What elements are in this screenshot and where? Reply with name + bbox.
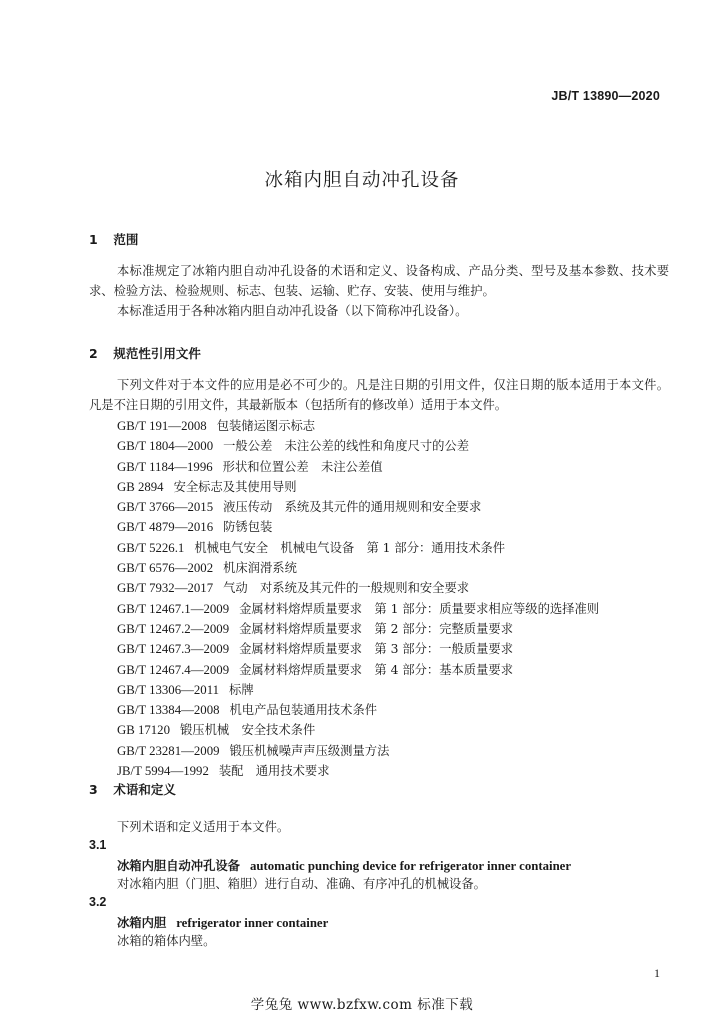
reference-title: 机床润滑系统 bbox=[223, 561, 297, 576]
reference-title: 安全标志及其使用导则 bbox=[173, 479, 297, 494]
reference-code: GB/T 4879—2016 bbox=[117, 520, 214, 535]
document-title: 冰箱内胆自动冲孔设备 bbox=[264, 170, 460, 191]
section-number: 2 bbox=[89, 346, 98, 361]
reference-code: GB/T 13306—2011 bbox=[117, 682, 220, 697]
reference-title: 一般公差 未注公差的线性和角度尺寸的公差 bbox=[223, 439, 470, 454]
term-chinese: 冰箱内胆自动冲孔设备 bbox=[117, 858, 240, 873]
section-heading-scope bbox=[89, 230, 138, 248]
reference-title: 防锈包装 bbox=[223, 520, 273, 535]
reference-item bbox=[117, 477, 599, 497]
document-code: JB/T 13890—2020 bbox=[551, 89, 660, 103]
reference-item bbox=[117, 558, 599, 578]
term-english: automatic punching device for refrigerator inner container bbox=[249, 859, 572, 873]
reference-list bbox=[117, 416, 599, 781]
reference-title: 形状和位置公差 未注公差值 bbox=[222, 459, 383, 474]
term-english: refrigerator inner container bbox=[176, 916, 329, 930]
reference-code: GB/T 1184—1996 bbox=[117, 459, 213, 474]
section-heading-terms-definitions bbox=[89, 780, 176, 798]
reference-code: GB/T 13384—2008 bbox=[117, 703, 220, 718]
reference-title: 液压传动 系统及其元件的通用规则和安全要求 bbox=[223, 500, 482, 515]
reference-item bbox=[117, 720, 599, 740]
section-title: 规范性引用文件 bbox=[113, 346, 201, 361]
reference-item bbox=[117, 599, 599, 619]
reference-code: GB/T 12467.4—2009 bbox=[117, 662, 230, 677]
reference-code: GB 2894 bbox=[117, 479, 164, 494]
reference-title: 锻压机械噪声声压级测量方法 bbox=[229, 743, 390, 758]
terms-intro: 下列术语和定义适用于本文件。 bbox=[117, 820, 290, 834]
reference-item bbox=[117, 578, 599, 598]
reference-code: GB/T 12467.2—2009 bbox=[117, 621, 230, 636]
term-heading bbox=[117, 856, 571, 874]
reference-title: 金属材料熔焊质量要求 第 3 部分：一般质量要求 bbox=[239, 642, 513, 657]
term-heading bbox=[117, 913, 328, 931]
reference-title: 包装储运图示标志 bbox=[216, 419, 316, 433]
term-number: 3.1 bbox=[89, 838, 107, 852]
reference-title: 锻压机械 安全技术条件 bbox=[179, 723, 316, 738]
reference-item bbox=[117, 660, 599, 680]
reference-title: 机电产品包装通用技术条件 bbox=[229, 703, 378, 718]
reference-code: GB/T 3766—2015 bbox=[117, 500, 214, 515]
term-definition: 冰箱的箱体内壁。 bbox=[117, 934, 216, 948]
term-chinese: 冰箱内胆 bbox=[117, 915, 167, 930]
reference-code: GB/T 6576—2002 bbox=[117, 561, 214, 576]
reference-item bbox=[117, 538, 599, 558]
reference-item bbox=[117, 436, 599, 456]
reference-code: GB/T 12467.1—2009 bbox=[117, 601, 230, 616]
reference-item bbox=[117, 761, 599, 781]
reference-item bbox=[117, 680, 599, 700]
reference-title: 金属材料熔焊质量要求 第 2 部分：完整质量要求 bbox=[239, 621, 513, 636]
section-title: 范围 bbox=[113, 232, 139, 247]
reference-title: 气动 对系统及其元件的一般规则和安全要求 bbox=[223, 581, 470, 596]
reference-item bbox=[117, 700, 599, 720]
term-definition: 对冰箱内胆（门胆、箱胆）进行自动、准确、有序冲孔的机械设备。 bbox=[117, 877, 486, 891]
reference-code: GB/T 1804—2000 bbox=[117, 439, 214, 454]
reference-item bbox=[117, 457, 599, 477]
reference-code: JB/T 5994—1992 bbox=[117, 764, 209, 779]
reference-item bbox=[117, 741, 599, 761]
watermark-footer: 学兔兔 www.bzfxw.com 标准下载 bbox=[250, 997, 474, 1013]
reference-item bbox=[117, 497, 599, 517]
reference-item bbox=[117, 639, 599, 659]
section-number: 3 bbox=[89, 782, 98, 797]
page-number: 1 bbox=[654, 966, 660, 980]
section-title: 术语和定义 bbox=[113, 782, 176, 797]
reference-code: GB/T 12467.3—2009 bbox=[117, 642, 230, 657]
reference-code: GB 17120 bbox=[117, 723, 170, 738]
reference-item bbox=[117, 517, 599, 537]
reference-title: 装配 通用技术要求 bbox=[218, 764, 330, 779]
reference-title: 标牌 bbox=[229, 682, 254, 697]
reference-item bbox=[117, 619, 599, 639]
references-intro: 下列文件对于本文件的应用是必不可少的。凡是注日期的引用文件，仅注日期的版本适用于本文件。凡是不注日期的引用文件，其最新版本（包括所有的修改单）适用于本文件。 bbox=[89, 378, 669, 412]
reference-code: GB/T 5226.1 bbox=[117, 540, 185, 555]
reference-title: 金属材料熔焊质量要求 第 1 部分：质量要求相应等级的选择准则 bbox=[239, 601, 600, 616]
section-number: 1 bbox=[89, 232, 98, 247]
reference-title: 金属材料熔焊质量要求 第 4 部分：基本质量要求 bbox=[239, 662, 513, 677]
reference-title: 机械电气安全 机械电气设备 第 1 部分：通用技术条件 bbox=[194, 540, 506, 555]
reference-code: GB/T 23281—2009 bbox=[117, 743, 220, 758]
reference-item bbox=[117, 416, 599, 436]
scope-paragraph-1: 本标准规定了冰箱内胆自动冲孔设备的术语和定义、设备构成、产品分类、型号及基本参数、技术要求、检验方法、检验规则、标志、包装、运输、贮存、安装、使用与维护。 bbox=[89, 264, 669, 298]
section-heading-normative-references bbox=[89, 344, 201, 362]
reference-code: GB/T 7932—2017 bbox=[117, 581, 214, 596]
scope-paragraph-2: 本标准适用于各种冰箱内胆自动冲孔设备（以下简称冲孔设备）。 bbox=[117, 304, 468, 318]
term-number: 3.2 bbox=[89, 895, 107, 909]
reference-code: GB/T 191—2008 bbox=[117, 419, 207, 433]
